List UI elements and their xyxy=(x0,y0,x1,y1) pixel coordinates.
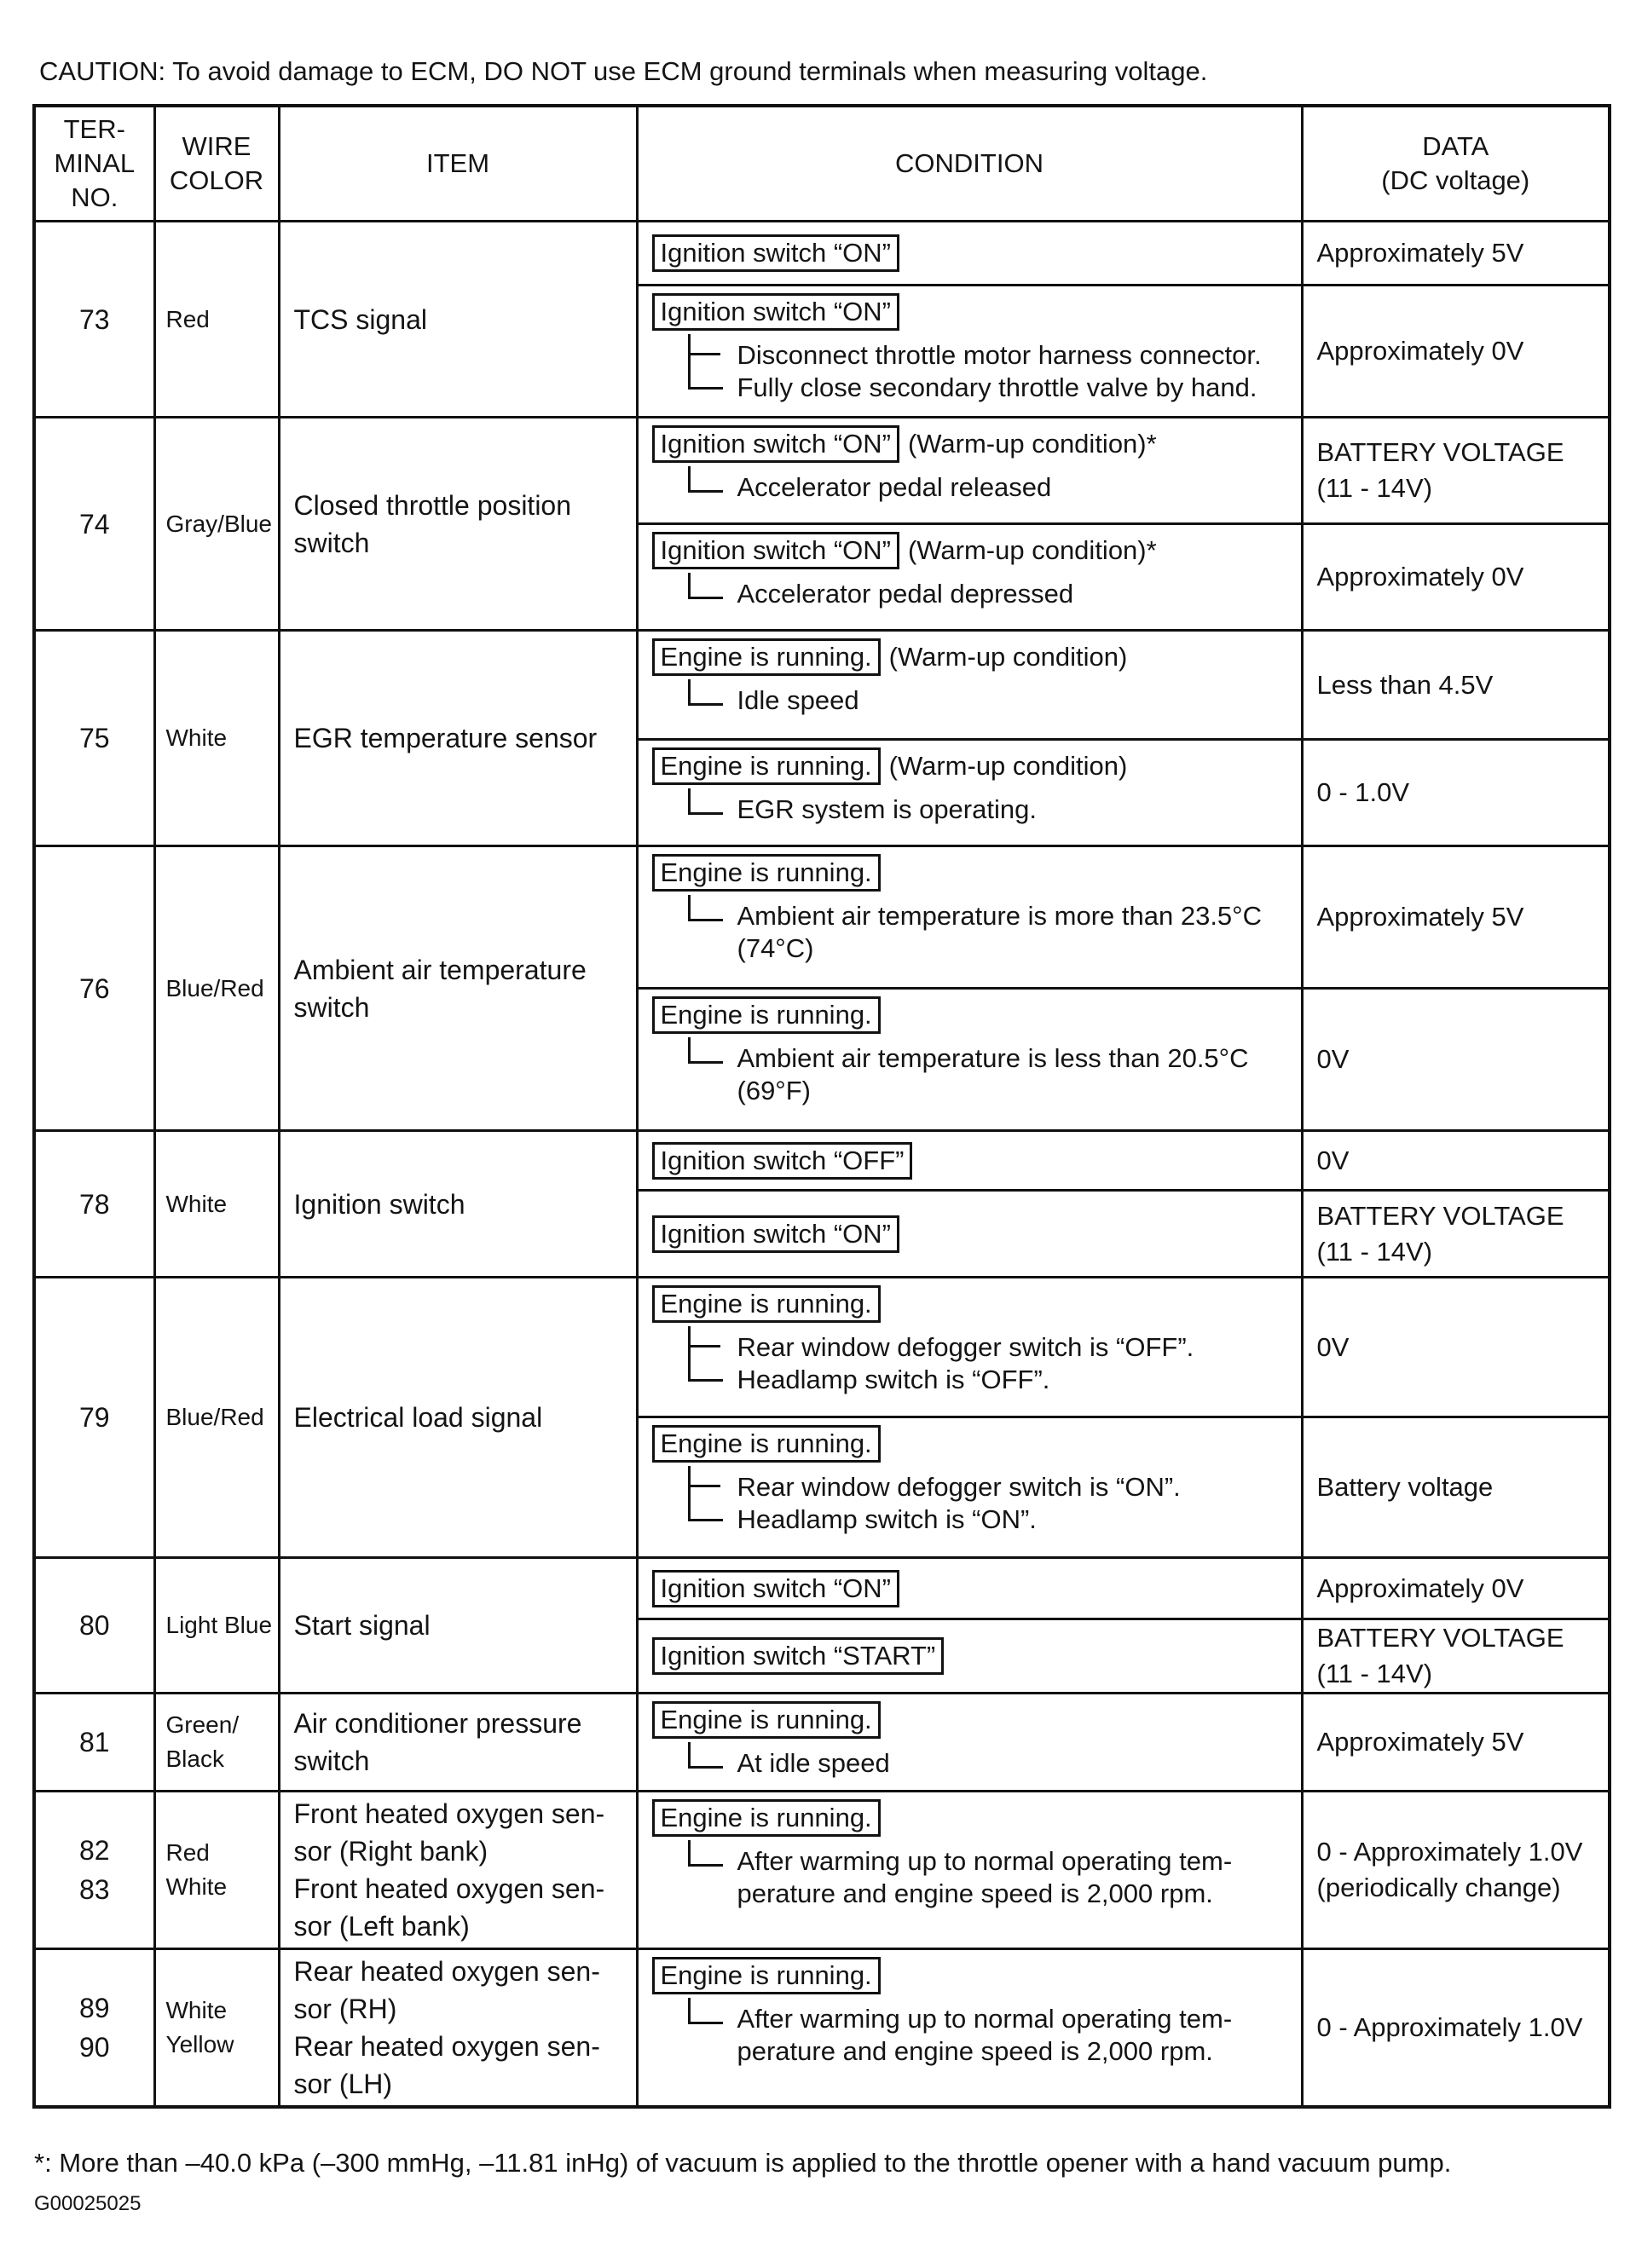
condition-detail xyxy=(652,900,1292,965)
condition-detail-line: After warming up to normal operating tem- perature and engine speed is 2,000 rpm. xyxy=(737,2004,1233,2066)
condition-boxed-text: Ignition switch “START” xyxy=(652,1637,945,1675)
condition-detail-line: Headlamp switch is “ON”. xyxy=(737,1504,1037,1534)
wire-color: White xyxy=(165,724,228,751)
condition-header xyxy=(652,1215,1292,1253)
item-name: Ignition switch xyxy=(293,1188,465,1220)
condition-cell xyxy=(637,1191,1302,1278)
condition-boxed-text: Engine is running. xyxy=(652,996,881,1034)
terminal-no-cell xyxy=(34,1278,154,1558)
wire-color: Green/ xyxy=(165,1711,240,1738)
terminal-data-table xyxy=(32,104,1611,2109)
data-value: 0 - Approximately 1.0V xyxy=(1316,1837,1583,1867)
table-row xyxy=(34,222,1610,286)
data-cell xyxy=(1302,1619,1610,1694)
condition-detail-line: Headlamp switch is “OFF”. xyxy=(737,1365,1050,1394)
condition-detail xyxy=(652,1845,1292,1910)
item-cell xyxy=(279,222,637,418)
condition-cell xyxy=(637,989,1302,1131)
item-cell xyxy=(279,1278,637,1558)
header-wire-line: COLOR xyxy=(169,165,264,195)
item-name: Front heated oxygen sen- xyxy=(293,1873,605,1904)
wire-color: Yellow xyxy=(165,2030,234,2057)
item-cell xyxy=(279,418,637,631)
condition-note: (Warm-up condition) xyxy=(888,642,1128,672)
data-cell xyxy=(1302,631,1610,740)
data-cell xyxy=(1302,740,1610,846)
header-wire-color xyxy=(154,106,279,222)
condition-note: (Warm-up condition) xyxy=(888,751,1128,781)
condition-detail xyxy=(652,578,1292,610)
condition-header xyxy=(652,1285,1292,1323)
condition-boxed-text: Ignition switch “ON” xyxy=(652,532,899,569)
wire-color: Light Blue xyxy=(165,1612,273,1638)
data-cell xyxy=(1302,1131,1610,1191)
item-name: Front heated oxygen sen- xyxy=(293,1798,605,1829)
item-name: Air conditioner pressure xyxy=(293,1708,582,1739)
item-name: Rear heated oxygen sen- xyxy=(293,1955,600,1987)
table-row xyxy=(34,1558,1610,1619)
terminal-no: 79 xyxy=(78,1402,110,1433)
condition-cell xyxy=(637,1949,1302,2107)
condition-detail-line: Rear window defogger switch is “OFF”. xyxy=(737,1332,1194,1362)
data-cell xyxy=(1302,1792,1610,1949)
data-cell xyxy=(1302,1949,1610,2107)
terminal-no: 78 xyxy=(78,1188,110,1220)
condition-header xyxy=(652,996,1292,1034)
data-value: 0V xyxy=(1316,1331,1350,1362)
condition-header xyxy=(652,747,1292,785)
data-cell xyxy=(1302,846,1610,989)
item-name: sor (RH) xyxy=(293,1993,397,2024)
header-wire-line: WIRE xyxy=(182,131,251,161)
wire-color: Blue/Red xyxy=(165,1404,264,1430)
wire-color-cell xyxy=(154,1792,279,1949)
condition-cell xyxy=(637,1558,1302,1619)
data-value: Approximately 5V xyxy=(1316,902,1524,932)
wire-color-cell xyxy=(154,631,279,846)
condition-detail-line: Accelerator pedal depressed xyxy=(737,579,1074,609)
condition-note: (Warm-up condition)* xyxy=(907,535,1157,565)
table-row xyxy=(34,1949,1610,2107)
item-name: Start signal xyxy=(293,1610,431,1641)
data-value: 0 - 1.0V xyxy=(1316,777,1410,807)
condition-detail-line: Idle speed xyxy=(737,685,859,715)
header-item: ITEM xyxy=(279,106,637,222)
wire-color-cell xyxy=(154,1949,279,2107)
data-value: Approximately 5V xyxy=(1316,1727,1524,1757)
wire-color-cell xyxy=(154,1694,279,1792)
condition-header xyxy=(652,1637,1292,1675)
data-value: Approximately 5V xyxy=(1316,238,1524,268)
item-name: switch xyxy=(293,527,370,558)
header-row xyxy=(34,106,1610,222)
condition-detail-line: Fully close secondary throttle valve by hand. xyxy=(737,372,1257,402)
data-value: 0 - Approximately 1.0V xyxy=(1316,2011,1583,2042)
condition-boxed-text: Ignition switch “ON” xyxy=(652,1215,899,1253)
condition-header xyxy=(652,1570,1292,1607)
condition-detail xyxy=(652,471,1292,504)
terminal-no: 74 xyxy=(78,508,110,540)
caution-note: CAUTION: To avoid damage to ECM, DO NOT use ECM ground terminals when measuring voltage. xyxy=(39,56,1208,86)
item-cell xyxy=(279,1131,637,1278)
condition-cell xyxy=(637,1278,1302,1417)
data-value: (11 - 14V) xyxy=(1316,473,1433,503)
terminal-no-cell xyxy=(34,1694,154,1792)
condition-header xyxy=(652,1957,1292,1994)
terminal-no-cell xyxy=(34,1131,154,1278)
condition-cell xyxy=(637,846,1302,989)
item-name: TCS signal xyxy=(293,303,427,335)
condition-boxed-text: Engine is running. xyxy=(652,854,881,892)
data-value: 0V xyxy=(1316,1044,1350,1074)
item-cell xyxy=(279,1694,637,1792)
item-cell xyxy=(279,1949,637,2107)
data-cell xyxy=(1302,1278,1610,1417)
item-cell xyxy=(279,846,637,1131)
table-row xyxy=(34,846,1610,989)
condition-boxed-text: Ignition switch “OFF” xyxy=(652,1142,913,1180)
data-value: (11 - 14V) xyxy=(1316,1236,1433,1267)
terminal-no: 89 xyxy=(78,1992,110,2023)
wire-color-cell xyxy=(154,418,279,631)
data-cell xyxy=(1302,524,1610,631)
condition-detail xyxy=(652,1747,1292,1780)
condition-detail-line: Disconnect throttle motor harness connector. xyxy=(737,340,1262,370)
condition-cell xyxy=(637,740,1302,846)
condition-detail xyxy=(652,2003,1292,2068)
condition-boxed-text: Ignition switch “ON” xyxy=(652,234,899,272)
condition-cell xyxy=(637,631,1302,740)
condition-header xyxy=(652,854,1292,892)
header-data-line: DATA xyxy=(1422,131,1489,161)
header-terminal-line: TER- xyxy=(63,114,125,144)
wire-color: White xyxy=(165,1190,228,1217)
data-value: BATTERY VOLTAGE xyxy=(1316,437,1564,467)
condition-header xyxy=(652,1701,1292,1739)
condition-boxed-text: Ignition switch “ON” xyxy=(652,293,899,331)
table-row xyxy=(34,1278,1610,1417)
wire-color: Red xyxy=(165,305,210,332)
terminal-no-cell xyxy=(34,631,154,846)
condition-boxed-text: Engine is running. xyxy=(652,1957,881,1994)
condition-cell xyxy=(637,286,1302,418)
data-cell xyxy=(1302,1694,1610,1792)
item-name: Ambient air temperature xyxy=(293,954,587,985)
condition-header xyxy=(652,638,1292,676)
condition-detail-line: Ambient air temperature is less than 20.5°C (69°F) xyxy=(737,1043,1249,1105)
data-value: (11 - 14V) xyxy=(1316,1659,1433,1688)
terminal-no-cell xyxy=(34,846,154,1131)
condition-boxed-text: Engine is running. xyxy=(652,638,881,676)
wire-color-cell xyxy=(154,222,279,418)
data-value: BATTERY VOLTAGE xyxy=(1316,1200,1564,1231)
table-row xyxy=(34,1694,1610,1792)
data-value: Approximately 0V xyxy=(1316,562,1524,592)
wire-color: Black xyxy=(165,1746,224,1772)
condition-header xyxy=(652,293,1292,331)
condition-boxed-text: Engine is running. xyxy=(652,1285,881,1323)
item-cell xyxy=(279,1558,637,1694)
table-body xyxy=(34,222,1610,2107)
wire-color: White xyxy=(165,1996,228,2023)
item-name: EGR temperature sensor xyxy=(293,723,598,753)
item-name: switch xyxy=(293,991,370,1023)
condition-header xyxy=(652,1142,1292,1180)
terminal-no-cell xyxy=(34,1558,154,1694)
condition-cell xyxy=(637,1619,1302,1694)
terminal-no: 73 xyxy=(78,303,110,335)
item-name: Electrical load signal xyxy=(293,1402,543,1433)
terminal-no: 81 xyxy=(78,1727,110,1757)
terminal-no: 90 xyxy=(78,2031,110,2063)
condition-header xyxy=(652,234,1292,272)
condition-detail-line: After warming up to normal operating tem- perature and engine speed is 2,000 rpm. xyxy=(737,1846,1233,1908)
wire-color: Blue/Red xyxy=(165,974,264,1001)
condition-cell xyxy=(637,1694,1302,1792)
wire-color-cell xyxy=(154,1278,279,1558)
condition-header xyxy=(652,1425,1292,1463)
condition-cell xyxy=(637,1131,1302,1191)
condition-cell xyxy=(637,1417,1302,1558)
terminal-no: 76 xyxy=(78,972,110,1004)
item-name: Closed throttle position xyxy=(293,489,572,521)
condition-header xyxy=(652,532,1292,569)
header-terminal-line: NO. xyxy=(71,182,119,212)
condition-detail xyxy=(652,794,1292,826)
terminal-no-cell xyxy=(34,1792,154,1949)
condition-cell xyxy=(637,1792,1302,1949)
condition-cell xyxy=(637,524,1302,631)
data-cell xyxy=(1302,1558,1610,1619)
wire-color: Gray/Blue xyxy=(165,510,272,537)
data-cell xyxy=(1302,418,1610,524)
condition-detail xyxy=(652,1471,1292,1536)
footnote: *: More than –40.0 kPa (–300 mmHg, –11.81 inHg) of vacuum is applied to the throttle opener with a hand vacuum pump. xyxy=(34,2148,1452,2178)
condition-detail-line: EGR system is operating. xyxy=(737,794,1037,824)
condition-header xyxy=(652,425,1292,463)
terminal-no: 80 xyxy=(78,1610,110,1641)
data-value: 0V xyxy=(1316,1145,1350,1175)
header-data xyxy=(1302,106,1610,222)
data-cell xyxy=(1302,1191,1610,1278)
condition-boxed-text: Ignition switch “ON” xyxy=(652,425,899,463)
data-cell xyxy=(1302,286,1610,418)
terminal-no: 83 xyxy=(78,1874,110,1905)
data-value: Battery voltage xyxy=(1316,1472,1494,1502)
wire-color: Red xyxy=(165,1839,210,1866)
data-cell xyxy=(1302,222,1610,286)
condition-boxed-text: Engine is running. xyxy=(652,1799,881,1837)
table-row xyxy=(34,631,1610,740)
item-name: sor (Left bank) xyxy=(293,1911,470,1942)
condition-boxed-text: Engine is running. xyxy=(652,1701,881,1739)
terminal-no-cell xyxy=(34,1949,154,2107)
data-value: Approximately 0V xyxy=(1316,1573,1524,1603)
terminal-no: 75 xyxy=(78,723,110,753)
terminal-no: 82 xyxy=(78,1835,110,1866)
data-cell xyxy=(1302,989,1610,1131)
terminal-no-cell xyxy=(34,418,154,631)
condition-detail xyxy=(652,339,1292,404)
condition-detail-line: Accelerator pedal released xyxy=(737,472,1052,502)
condition-cell xyxy=(637,418,1302,524)
item-name: sor (Right bank) xyxy=(293,1836,488,1867)
item-cell xyxy=(279,631,637,846)
wire-color-cell xyxy=(154,1558,279,1694)
data-value: Less than 4.5V xyxy=(1316,669,1494,700)
condition-detail-line: Rear window defogger switch is “ON”. xyxy=(737,1472,1181,1502)
condition-detail-line: Ambient air temperature is more than 23.5°C (74°C) xyxy=(737,901,1262,963)
wire-color-cell xyxy=(154,846,279,1131)
condition-cell xyxy=(637,222,1302,286)
condition-boxed-text: Engine is running. xyxy=(652,1425,881,1463)
figure-code: G00025025 xyxy=(34,2192,142,2215)
condition-boxed-text: Ignition switch “ON” xyxy=(652,1570,899,1607)
item-name: switch xyxy=(293,1746,370,1776)
data-cell xyxy=(1302,1417,1610,1558)
header-terminal-no xyxy=(34,106,154,222)
item-name: Rear heated oxygen sen- xyxy=(293,2030,600,2062)
table-row xyxy=(34,1131,1610,1191)
table-row xyxy=(34,418,1610,524)
condition-detail-line: At idle speed xyxy=(737,1748,890,1778)
item-cell xyxy=(279,1792,637,1949)
data-value: Approximately 0V xyxy=(1316,336,1524,366)
header-condition: CONDITION xyxy=(637,106,1302,222)
terminal-no-cell xyxy=(34,222,154,418)
condition-note: (Warm-up condition)* xyxy=(907,429,1157,459)
data-value: (periodically change) xyxy=(1316,1873,1561,1902)
header-data-line: (DC voltage) xyxy=(1381,165,1530,195)
condition-detail xyxy=(652,1331,1292,1396)
condition-header xyxy=(652,1799,1292,1837)
condition-boxed-text: Engine is running. xyxy=(652,747,881,785)
condition-detail xyxy=(652,1042,1292,1107)
wire-color: White xyxy=(165,1873,228,1900)
wire-color-cell xyxy=(154,1131,279,1278)
header-terminal-line: MINAL xyxy=(54,148,136,178)
data-value: BATTERY VOLTAGE xyxy=(1316,1623,1564,1653)
condition-detail xyxy=(652,684,1292,717)
item-name: sor (LH) xyxy=(293,2068,393,2099)
table-row xyxy=(34,1792,1610,1949)
